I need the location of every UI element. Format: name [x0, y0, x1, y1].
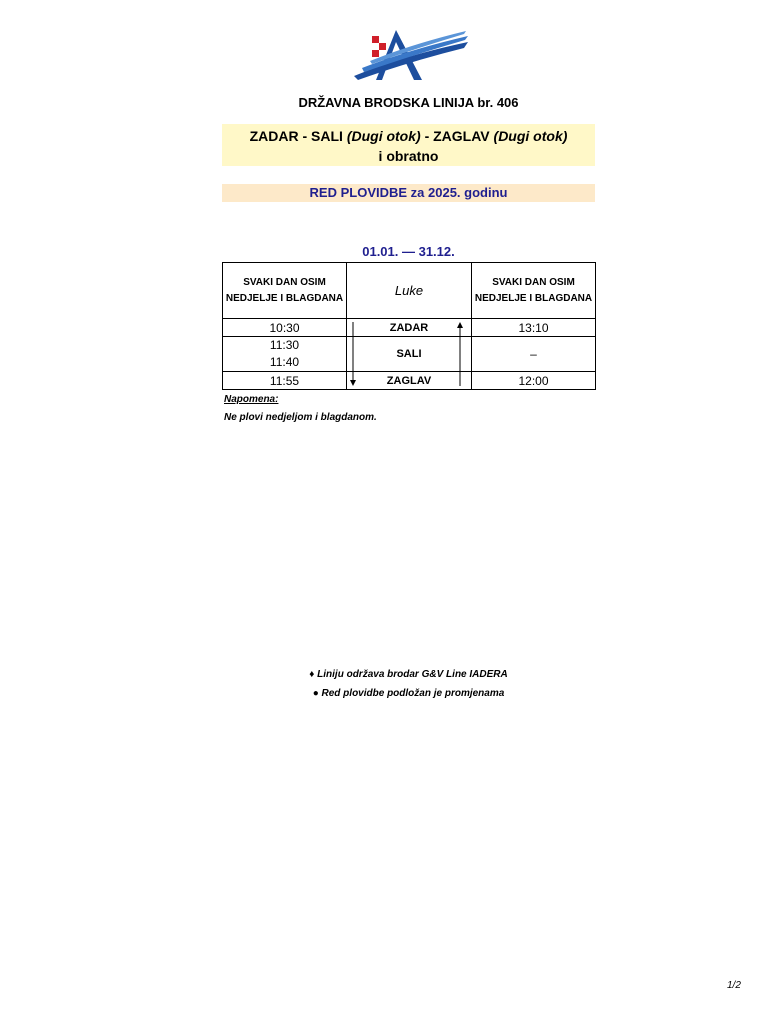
- route-box: [222, 124, 595, 166]
- port-name: ZAGLAV: [347, 372, 472, 390]
- change-notice: ● Red plovidbe podložan je promjenama: [312, 688, 505, 699]
- header-outbound-line2: NEDJELJE I BLAGDANA: [225, 292, 344, 304]
- schedule-year-banner: RED PLOVIDBE za 2025. godinu: [222, 184, 595, 202]
- departure-time: [223, 337, 347, 372]
- departure-time: 11:55: [223, 372, 347, 390]
- page-number: 1/2: [727, 980, 741, 991]
- down-arrow-icon: [350, 322, 356, 386]
- line-title: DRŽAVNA BRODSKA LINIJA br. 406: [298, 95, 519, 110]
- header-return-line1: SVAKI DAN OSIM: [492, 276, 575, 288]
- validity-period: 01.01. — 31.12.: [362, 244, 455, 259]
- header-outbound: [223, 263, 347, 319]
- header-ports: Luke: [347, 263, 472, 319]
- return-time: –: [472, 337, 596, 372]
- header-return-line2: NEDJELJE I BLAGDANA: [474, 292, 593, 304]
- arrival-time: 11:30: [269, 338, 300, 352]
- header-return: [472, 263, 596, 319]
- route-title: [222, 124, 595, 146]
- header-outbound-line1: SVAKI DAN OSIM: [243, 276, 326, 288]
- operator-note: ♦ Liniju održava brodar G&V Line IADERA: [309, 669, 508, 680]
- route-return: i obratno: [378, 148, 439, 164]
- up-arrow-icon: [457, 322, 463, 386]
- agency-logo: [352, 28, 470, 84]
- return-time: 13:10: [472, 319, 596, 337]
- return-time: 12:00: [472, 372, 596, 390]
- departure-time: 10:30: [223, 319, 347, 337]
- port-name: ZADAR: [347, 319, 472, 337]
- route-text-2: - ZAGLAV: [420, 128, 494, 144]
- route-island-1: (Dugi otok): [346, 128, 421, 144]
- note-heading: Napomena:: [224, 394, 279, 405]
- table-header-row: [223, 263, 596, 319]
- route-text-1: ZADAR - SALI: [249, 128, 347, 144]
- direction-arrows: [346, 318, 471, 390]
- note-text: Ne plovi nedjeljom i blagdanom.: [224, 412, 377, 423]
- port-name: SALI: [347, 337, 472, 372]
- departure-time-2: 11:40: [269, 355, 300, 369]
- route-island-2: (Dugi otok): [493, 128, 568, 144]
